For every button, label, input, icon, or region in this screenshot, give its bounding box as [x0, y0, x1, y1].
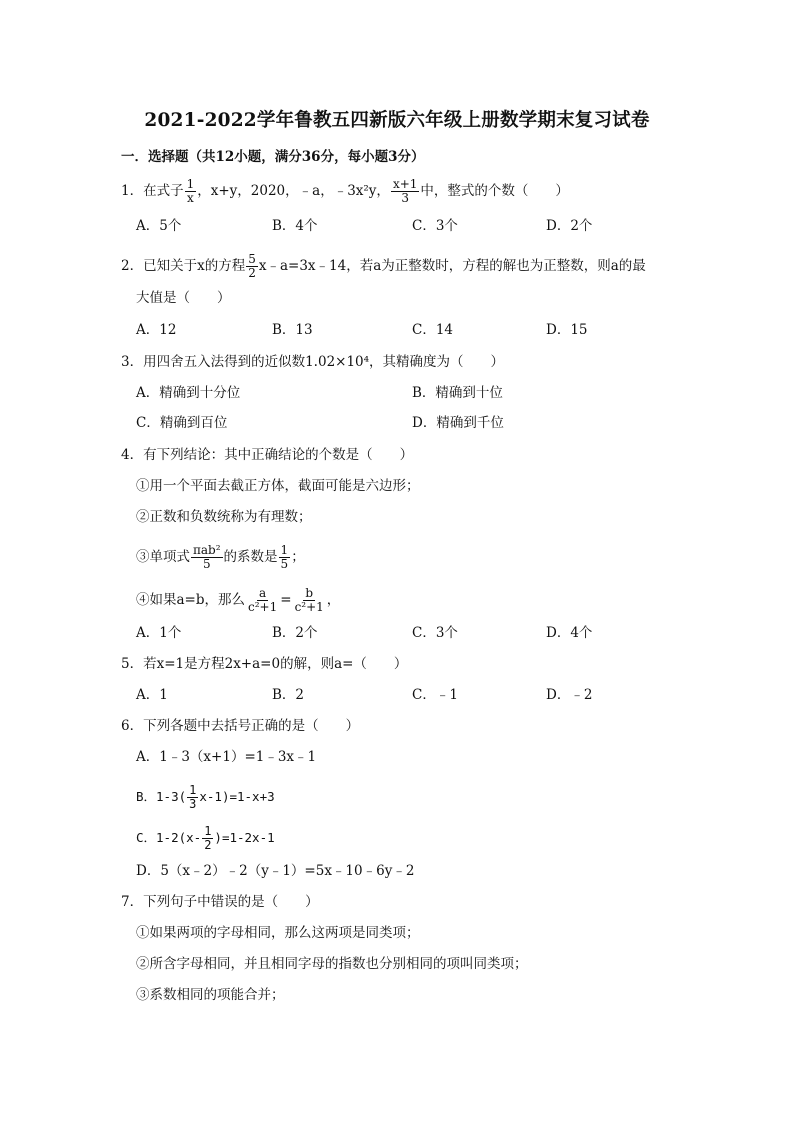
statement-text: ， [326, 592, 341, 608]
page-title: 2021-2022学年鲁教五四新版六年级上册数学期末复习试卷 [144, 110, 650, 131]
option-text: x-1)=1-x+3 [199, 789, 275, 804]
option-c [136, 825, 275, 852]
fraction-numerator: a [259, 586, 267, 600]
option-c: C．14 [412, 322, 454, 338]
fraction [191, 544, 223, 571]
option-b: B．精确到十位 [412, 385, 503, 401]
fraction-denominator: x [187, 191, 194, 205]
fraction [185, 178, 197, 205]
question-text: 有下列结论：其中正确结论的个数是（ ） [143, 447, 414, 463]
fraction [391, 178, 419, 205]
fraction-numerator: 5 [248, 252, 256, 266]
question-number: 3． [121, 354, 144, 370]
question-number: 6． [121, 718, 144, 734]
fraction-numerator: πab² [193, 543, 221, 557]
question-text: 下列句子中错误的是（ ） [143, 894, 319, 910]
statement-text: 的系数是 [223, 549, 278, 565]
question-text: ，x+y，2020，﹣a，﹣3x²y， [197, 183, 390, 199]
fraction-denominator: 5 [280, 557, 289, 571]
statement-1: ①如果两项的字母相同，那么这两项是同类项； [136, 925, 420, 941]
option-c: C．﹣1 [412, 687, 458, 703]
statement-2: ②正数和负数统称为有理数； [136, 509, 312, 525]
statement-text: ③单项式 [136, 549, 190, 565]
fraction-numerator: 1 [280, 543, 289, 557]
fraction-denominator: 2 [248, 266, 256, 280]
option-a: A．1 [136, 687, 168, 703]
fraction-denominator: 5 [202, 557, 211, 571]
question-text: 用四舍五入法得到的近似数1.02×10⁴，其精确度为（ ） [143, 354, 505, 370]
fraction-denominator: 3 [189, 797, 197, 811]
statement-3: ③系数相同的项能合并； [136, 987, 285, 1003]
question-text: 已知关于x的方程 [143, 258, 246, 274]
fraction-numerator: b [305, 586, 314, 600]
section-heading: 一．选择题（共12小题，满分36分，每小题3分） [121, 149, 425, 165]
fraction-numerator: 1 [204, 824, 212, 838]
question-number: 2． [121, 258, 144, 274]
statement-3 [136, 544, 305, 571]
fraction [202, 825, 213, 852]
statement-text: ④如果a=b，那么 [136, 592, 246, 608]
fraction-numerator: x+1 [392, 177, 418, 191]
question-4 [121, 445, 413, 465]
question-1 [121, 178, 569, 205]
option-c: C．3个 [412, 625, 458, 641]
fraction-denominator: c²+1 [294, 600, 324, 614]
fraction-numerator: 1 [189, 783, 197, 797]
option-b: B．2 [272, 687, 305, 703]
option-c: C．精确到百位 [136, 415, 228, 431]
fraction-denominator: c²+1 [248, 600, 278, 614]
question-text: 在式子 [143, 183, 184, 199]
option-b: B．13 [272, 322, 313, 338]
option-a: A．1﹣3（x+1）=1﹣3x﹣1 [136, 749, 317, 765]
question-2-continuation: 大值是（ ） [136, 290, 231, 306]
option-d: D．4个 [546, 625, 593, 641]
statement-1: ①用一个平面去截正方体，截面可能是六边形； [136, 478, 420, 494]
fraction [279, 544, 291, 571]
question-number: 4． [121, 447, 144, 463]
equals-sign: = [280, 592, 292, 608]
fraction-denominator: 2 [204, 838, 212, 852]
statement-2: ②所含字母相同，并且相同字母的指数也分别相同的项叫同类项； [136, 956, 528, 972]
fraction [246, 587, 279, 614]
statement-text: ； [291, 549, 305, 565]
question-text: 中，整式的个数（ ） [420, 183, 569, 199]
fraction-numerator: 1 [186, 177, 195, 191]
option-c: C．3个 [412, 218, 458, 234]
fraction [293, 587, 326, 614]
option-a: A．精确到十分位 [136, 385, 241, 401]
option-b: B．4个 [272, 218, 318, 234]
fraction [246, 253, 258, 280]
option-b: B．2个 [272, 625, 318, 641]
option-text: C．1-2(x- [136, 830, 202, 845]
option-d: D．15 [546, 322, 588, 338]
question-6 [121, 716, 359, 736]
option-text: )=1-2x-1 [214, 830, 275, 845]
option-d: D．精确到千位 [412, 415, 504, 431]
option-d: D．2个 [546, 218, 593, 234]
option-d: D．﹣2 [546, 687, 593, 703]
fraction-denominator: 3 [401, 191, 409, 205]
option-d: D．5（x﹣2）﹣2（y﹣1）=5x﹣10﹣6y﹣2 [136, 863, 415, 879]
fraction [187, 784, 198, 811]
question-number: 1． [121, 183, 144, 199]
option-text: B．1-3( [136, 789, 187, 804]
question-7 [121, 892, 319, 912]
question-2 [121, 253, 646, 280]
statement-4 [136, 587, 340, 614]
question-number: 7． [121, 894, 144, 910]
question-3 [121, 352, 504, 372]
question-text: 若x=1是方程2x+a=0的解，则a=（ ） [143, 656, 408, 672]
question-text: x﹣a=3x﹣14，若a为正整数时，方程的解也为正整数，则a的最 [258, 258, 646, 274]
option-a: A．5个 [136, 218, 182, 234]
option-a: A．12 [136, 322, 177, 338]
question-text: 下列各题中去括号正确的是（ ） [143, 718, 360, 734]
option-b [136, 784, 275, 811]
question-5 [121, 654, 407, 674]
question-number: 5． [121, 656, 144, 672]
option-a: A．1个 [136, 625, 182, 641]
